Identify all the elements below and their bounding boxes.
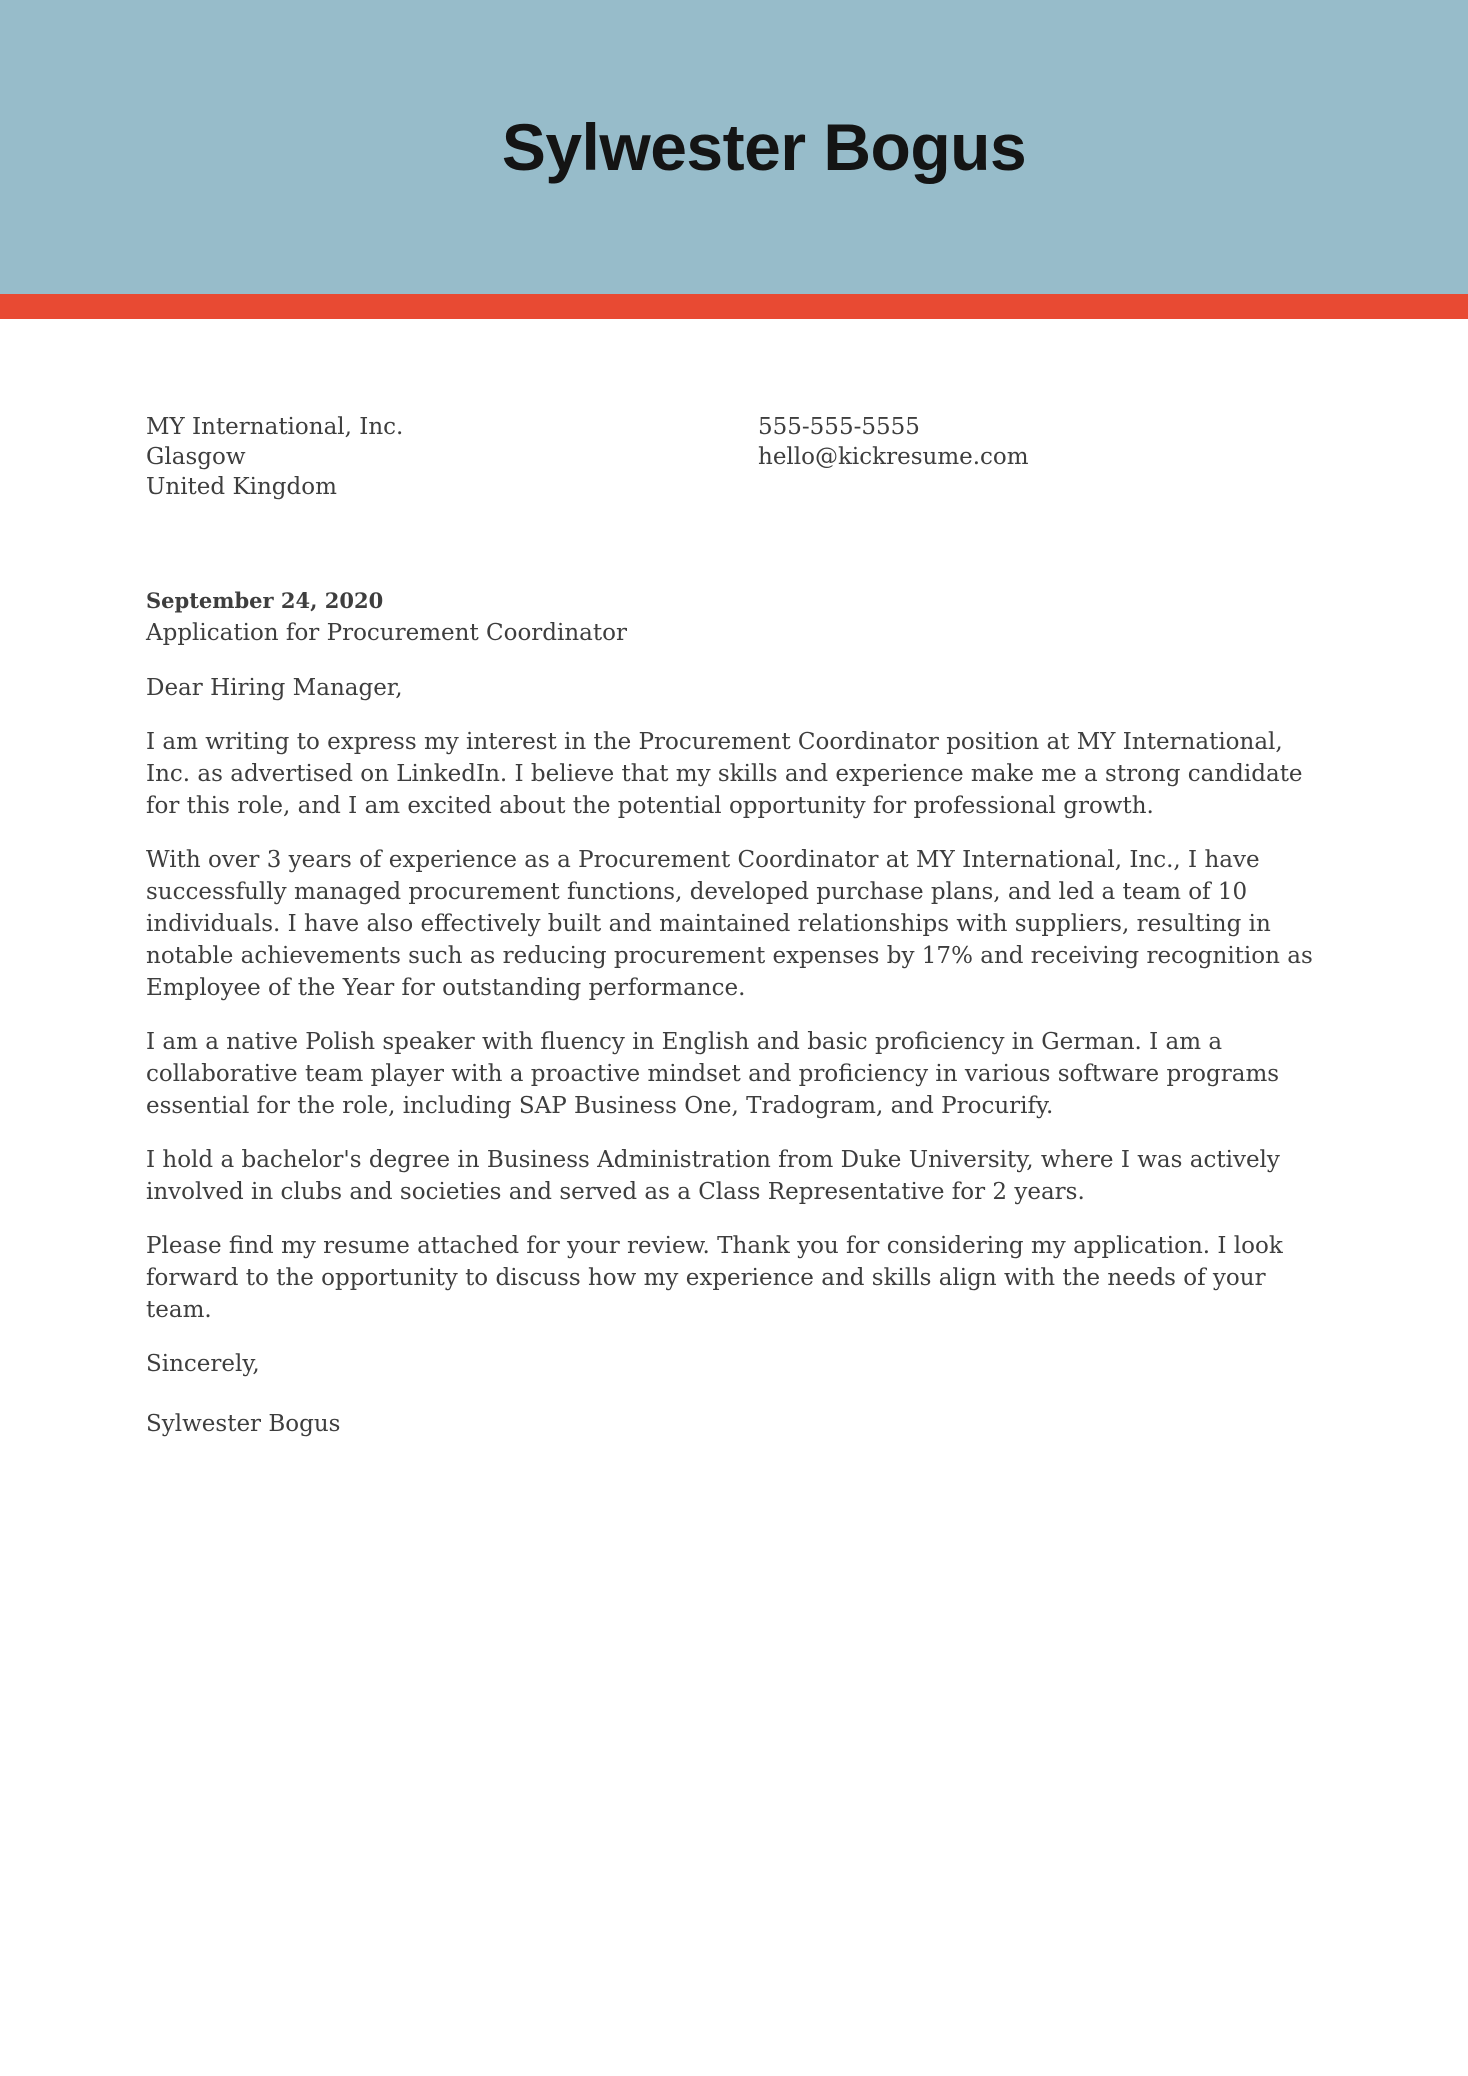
letter-paragraph-skills: I am a native Polish speaker with fluency in English and basic proficiency in German. I am a collaborative team player with a proactive mindset and proficiency in various software programs essential for the role, including SAP Business One, Tradogram, and Procurify. bbox=[146, 1029, 1280, 1119]
date-subject-block bbox=[146, 585, 1322, 649]
letter-paragraph-experience: With over 3 years of experience as a Procurement Coordinator at MY International, Inc., I have successfully managed procurement functions, developed purchase plans, and led a team of 10 individuals. I have also effectively built and maintained relationships with suppliers, resulting in notable achievements such as reducing procurement expenses by 17% and receiving recognition as Employee of the Year for outstanding performance. bbox=[146, 847, 1313, 1001]
signature-name: Sylwester Bogus bbox=[146, 1411, 341, 1437]
closing: Sincerely, bbox=[146, 1351, 260, 1377]
candidate-name: Sylwester Bogus bbox=[501, 110, 1027, 184]
letter-subject: Application for Procurement Coordinator bbox=[146, 620, 627, 646]
sender-phone: 555-555-5555 bbox=[758, 414, 920, 440]
letter-body bbox=[0, 319, 1468, 1440]
letter-paragraph-intro: I am writing to express my interest in the Procurement Coordinator position at MY International, Inc. as advertised on LinkedIn. I believe that my skills and experience make me a strong candidate for this role, and I am excited about the potential opportunity for professional growth. bbox=[146, 729, 1303, 819]
recipient-address bbox=[146, 412, 758, 502]
accent-stripe bbox=[0, 294, 1468, 319]
recipient-country: United Kingdom bbox=[146, 474, 337, 500]
letter-paragraph-thanks: Please find my resume attached for your review. Thank you for considering my application. I look forward to the opportunity to discuss how my experience and skills align with the needs of your team. bbox=[146, 1233, 1283, 1323]
address-block bbox=[146, 412, 1322, 502]
salutation: Dear Hiring Manager, bbox=[146, 675, 403, 701]
recipient-company: MY International, Inc. bbox=[146, 414, 404, 440]
recipient-city: Glasgow bbox=[146, 444, 246, 470]
sender-contact bbox=[758, 412, 1322, 502]
sender-email: hello@kickresume.com bbox=[758, 444, 1029, 470]
letter-header bbox=[0, 0, 1468, 294]
letter-paragraph-education: I hold a bachelor's degree in Business Administration from Duke University, where I was actively involved in clubs and societies and served as a Class Representative for 2 years. bbox=[146, 1147, 1280, 1205]
letter-date: September 24, 2020 bbox=[146, 588, 384, 613]
